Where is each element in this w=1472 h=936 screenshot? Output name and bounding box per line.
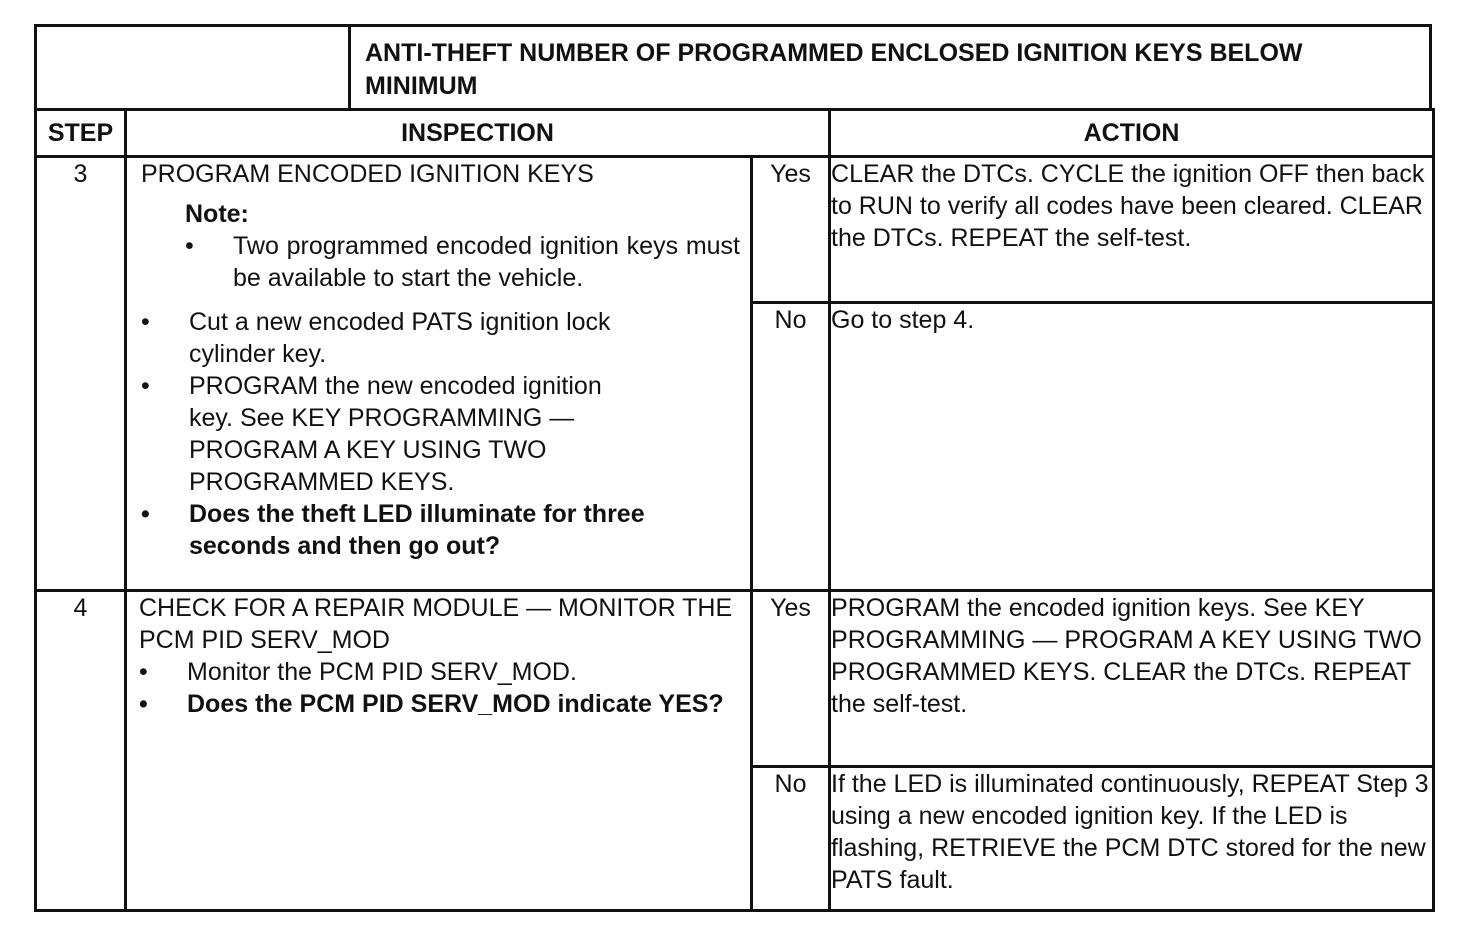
- note-label: Note:: [185, 200, 249, 228]
- inspection-list: [139, 656, 750, 720]
- inspection-question: • Does the PCM PID SERV_MOD indicate YES?: [139, 688, 750, 720]
- step-number: 3: [36, 157, 126, 591]
- inspection-question: • Does the theft LED illuminate for three seconds and then go out?: [141, 498, 740, 562]
- yes-label: Yes: [752, 591, 830, 767]
- page-title: ANTI-THEFT NUMBER OF PROGRAMMED ENCLOSED IGNITION KEYS BELOW MINIMUM: [365, 39, 1303, 100]
- note-item: • Two programmed encoded ignition keys must be available to start the vehicle.: [185, 230, 740, 294]
- yes-action: CLEAR the DTCs. CYCLE the ignition OFF then back to RUN to verify all codes have been cleared. CLEAR the DTCs. REPEAT the self-test.: [830, 157, 1434, 303]
- column-header-step: STEP: [36, 110, 126, 157]
- yes-label: Yes: [752, 157, 830, 303]
- step-heading: CHECK FOR A REPAIR MODULE — MONITOR THE PCM PID SERV_MOD: [139, 594, 733, 654]
- inspection-cell: [126, 591, 752, 911]
- header-blank-cell: [37, 27, 351, 111]
- inspection-item: • Cut a new encoded PATS ignition lock cylinder key.: [141, 306, 740, 370]
- column-header-action: ACTION: [830, 110, 1434, 157]
- table-row: [36, 591, 1434, 767]
- no-action: Go to step 4.: [830, 303, 1434, 591]
- inspection-list: [141, 306, 740, 562]
- note-list: [185, 230, 740, 294]
- no-label: No: [752, 767, 830, 911]
- inspection-cell: [126, 157, 752, 591]
- procedure-table: [34, 108, 1435, 912]
- column-header-row: [36, 110, 1434, 157]
- inspection-item: • PROGRAM the new encoded ignition key. See KEY PROGRAMMING — PROGRAM A KEY USING TWO PROGRAMMED KEYS.: [141, 370, 740, 498]
- yes-action: PROGRAM the encoded ignition keys. See KEY PROGRAMMING — PROGRAM A KEY USING TWO PROGRAMMED KEYS. CLEAR the DTCs. REPEAT the self-test.: [830, 591, 1434, 767]
- header-row: [34, 24, 1432, 108]
- inspection-item: • Monitor the PCM PID SERV_MOD.: [139, 656, 750, 688]
- step-heading: PROGRAM ENCODED IGNITION KEYS: [141, 160, 594, 188]
- procedure-sheet: [34, 24, 1432, 914]
- column-header-inspection: INSPECTION: [126, 110, 830, 157]
- step-number: 4: [36, 591, 126, 911]
- no-label: No: [752, 303, 830, 591]
- no-action: If the LED is illuminated continuously, REPEAT Step 3 using a new encoded ignition key. If the LED is flashing, RETRIEVE the PCM DTC stored for the new PATS fault.: [830, 767, 1434, 911]
- table-row: [36, 157, 1434, 303]
